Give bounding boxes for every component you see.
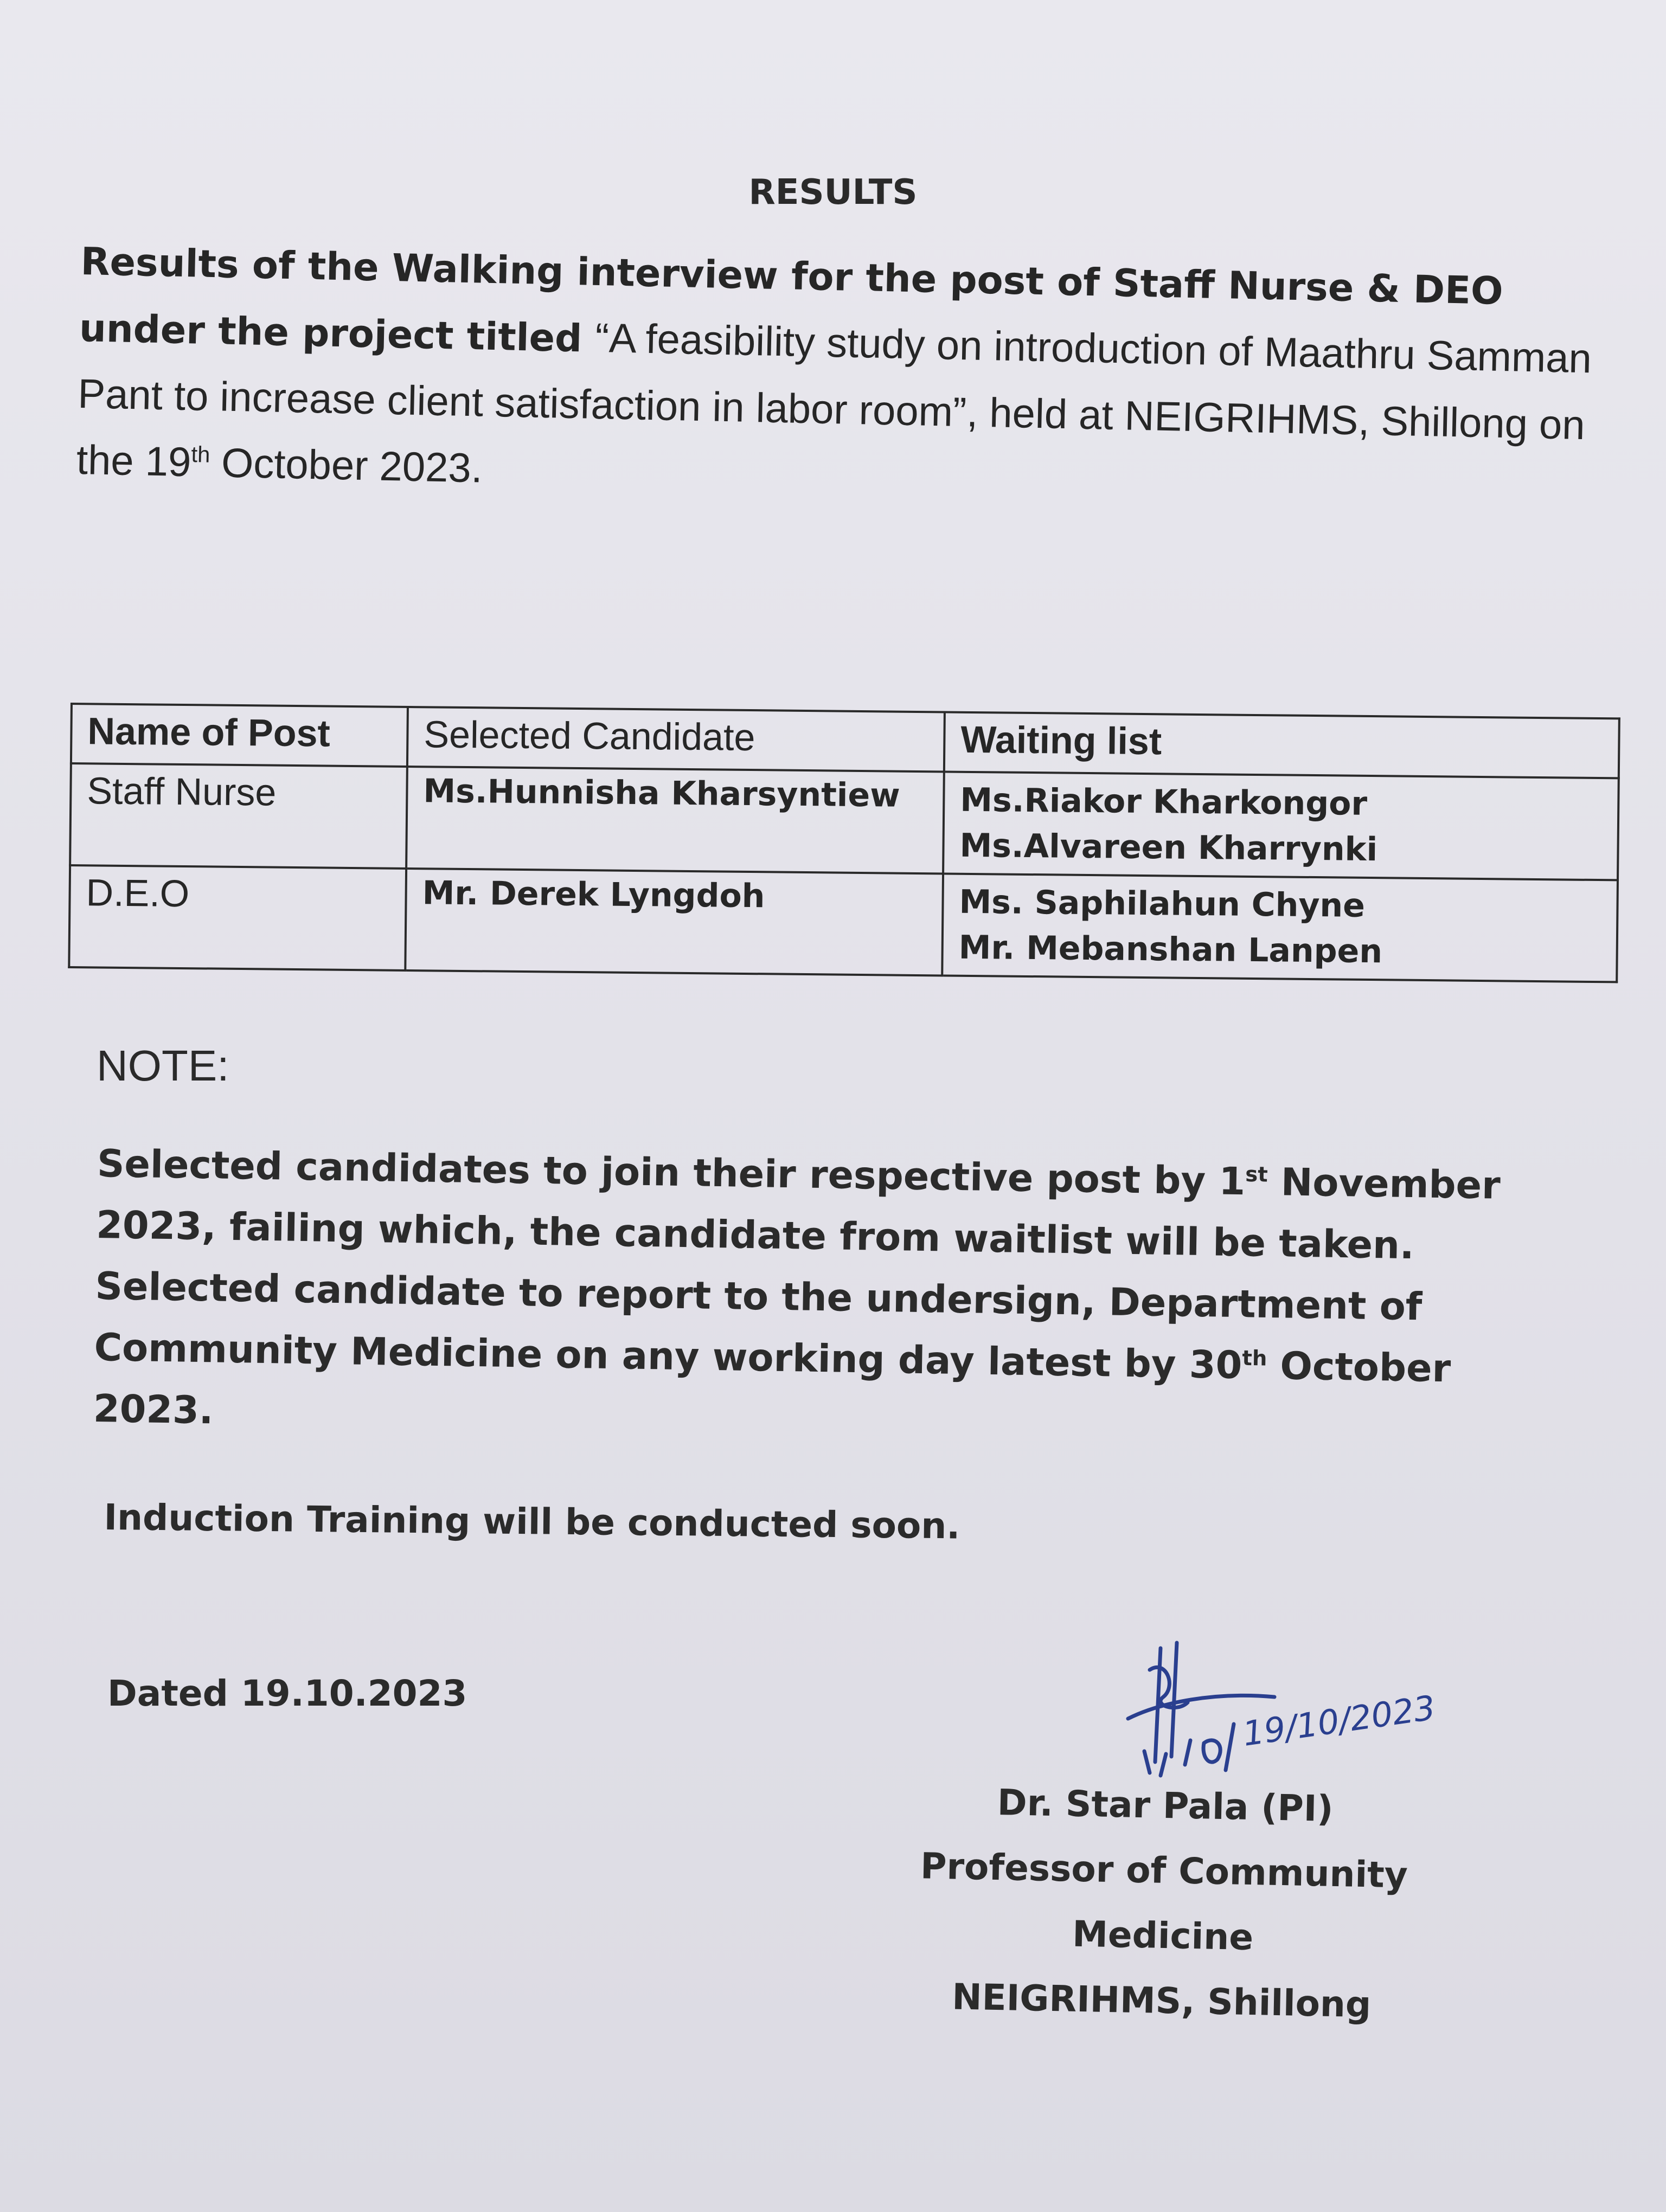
signatory-name: Dr. Star Pala (PI)	[997, 1781, 1334, 1830]
induction-line: Induction Training will be conducted soon.	[104, 1496, 960, 1547]
cell-post: D.E.O	[69, 865, 406, 970]
signatory-institution: NEIGRIHMS, Shillong	[951, 1976, 1372, 2026]
signatory-designation: Professor of Community Medicine	[920, 1845, 1408, 1959]
waiting-name: Ms.Alvareen Kharrynki	[959, 826, 1378, 869]
intro-bold-text: Results of the Walking interview for the post of Staff Nurse & DEO under the project titled	[79, 239, 1504, 361]
intro-paragraph	[76, 228, 1600, 525]
cell-post: Staff Nurse	[70, 763, 407, 869]
cell-waiting	[942, 873, 1618, 982]
dated-line: Dated 19.10.2023	[107, 1673, 467, 1714]
header-waiting: Waiting list	[944, 712, 1619, 778]
table-row	[70, 763, 1619, 880]
handwritten-signature	[1095, 1637, 1438, 1778]
table-row	[69, 865, 1618, 982]
note-sup: th	[1242, 1346, 1267, 1371]
handwritten-date: 19/10/2023	[1240, 1687, 1438, 1754]
cell-selected: Mr. Derek Lyngdoh	[405, 869, 943, 975]
cell-waiting	[943, 771, 1619, 880]
waiting-name: Ms. Saphilahun Chyne	[959, 883, 1366, 925]
results-table	[68, 703, 1620, 983]
intro-sup: th	[191, 441, 210, 467]
cell-selected: Ms.Hunnisha Kharsyntiew	[406, 767, 944, 873]
note-text: Selected candidates to join their respective post by 1	[97, 1141, 1246, 1204]
header-selected: Selected Candidate	[407, 707, 945, 771]
note-text: November 2023, failing which, the candidate from waitlist will be taken. Selected candidate to report to the undersign, Department of Community Medicine on any working day latest by 30	[94, 1159, 1501, 1388]
note-sup: st	[1245, 1162, 1268, 1187]
intro-regular-text: “A feasibility study on introduction of Maathru Samman Pant to increase client satisfaction in labor room”, held at NEIGRIHMS, Shillong on the 19	[76, 314, 1592, 486]
note-text: October 2023.	[93, 1343, 1451, 1433]
header-post: Name of Post	[71, 704, 408, 767]
note-heading: NOTE:	[97, 1041, 229, 1090]
waiting-name: Mr. Mebanshan Lanpen	[958, 928, 1383, 971]
signatory-block	[852, 1767, 1475, 2040]
intro-tail: October 2023.	[209, 440, 483, 492]
page-title: RESULTS	[748, 172, 918, 213]
note-paragraph	[93, 1133, 1551, 1462]
waiting-name: Ms.Riakor Kharkongor	[960, 781, 1368, 823]
